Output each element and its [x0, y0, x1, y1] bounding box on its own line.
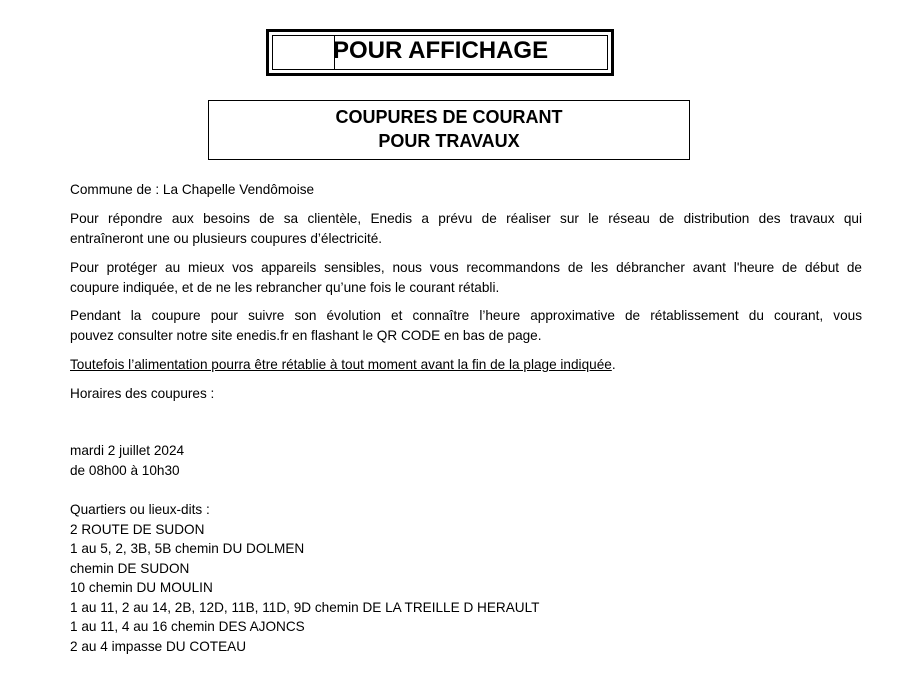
paragraph-appareils-line-2: coupure indiquée, et de ne les rebrancher qu’une fois le courant rétabli. [70, 279, 500, 295]
quartiers-label: Quartiers ou lieux-dits : [70, 502, 210, 517]
coupure-time: de 08h00 à 10h30 [70, 463, 180, 478]
paragraph-clientele [70, 209, 862, 248]
coupures-title-line-2: POUR TRAVAUX [378, 131, 520, 151]
location-item: 2 au 4 impasse DU COTEAU [70, 638, 247, 654]
location-item: 1 au 11, 2 au 14, 2B, 12D, 11B, 11D, 9D chemin DE LA TREILLE D HERAULT [70, 599, 540, 615]
locations-list [70, 520, 862, 657]
paragraph-appareils-line-1: Pour protéger au mieux vos appareils sensibles, nous vous recommandons de les débrancher avant l'heure de début de [70, 260, 862, 275]
notice-period: . [611, 357, 616, 372]
location-item: 2 ROUTE DE SUDON [70, 521, 205, 537]
coupures-title-line-1: COUPURES DE COURANT [335, 107, 563, 127]
coupure-date: mardi 2 juillet 2024 [70, 443, 185, 458]
coupures-title-box [208, 100, 690, 160]
notice-line [70, 355, 862, 375]
location-item: 1 au 5, 2, 3B, 5B chemin DU DOLMEN [70, 541, 305, 556]
notice-text: Toutefois l’alimentation pourra être rétablie à tout moment avant la fin de la plage indiquée [70, 357, 612, 372]
location-item: 1 au 11, 4 au 16 chemin DES AJONCS [70, 619, 305, 634]
location-item: chemin DE SUDON [70, 560, 190, 576]
paragraph-suivi-line-2: pouvez consulter notre site enedis.fr en flashant le QR CODE en bas de page. [70, 327, 542, 343]
pour-affichage-box [266, 29, 614, 76]
paragraph-appareils [70, 258, 862, 297]
commune-line: Commune de : La Chapelle Vendômoise [70, 182, 315, 197]
horaires-label: Horaires des coupures : [70, 386, 215, 401]
paragraph-clientele-line-2: entraîneront une ou plusieurs coupures d’électricité. [70, 230, 383, 246]
paragraph-clientele-line-1: Pour répondre aux besoins de sa clientèle, Enedis a prévu de réaliser sur le réseau de distribution des travaux qui [70, 211, 862, 226]
paragraph-suivi [70, 306, 862, 345]
paragraph-suivi-line-1: Pendant la coupure pour suivre son évolution et connaître l’heure approximative de rétablissement du courant, vous [70, 308, 862, 323]
pour-affichage-title: POUR AFFICHAGE [333, 37, 549, 64]
location-item: 10 chemin DU MOULIN [70, 580, 213, 595]
